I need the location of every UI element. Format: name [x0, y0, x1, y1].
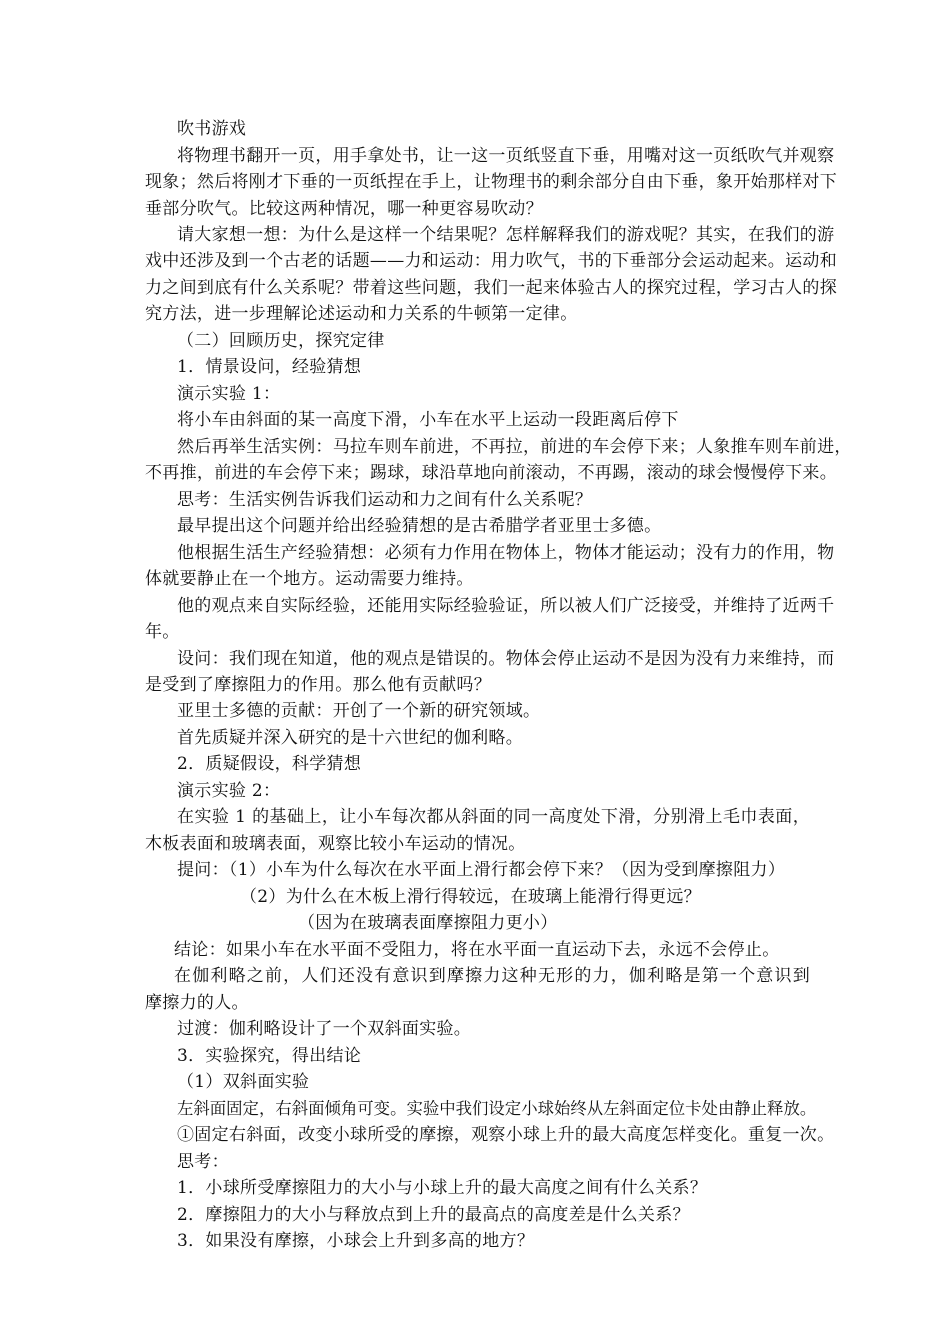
text-line: 是受到了摩擦阻力的作用。那么他有贡献吗？: [145, 675, 491, 695]
text-line: （1）双斜面实验: [177, 1072, 310, 1092]
text-line: 演示实验 2：: [177, 781, 281, 801]
text-line: 将物理书翻开一页，用手拿处书，让一这一页纸竖直下垂，用嘴对这一页纸吹气并观察: [177, 146, 835, 166]
text-line: 3．实验探究，得出结论: [177, 1046, 362, 1066]
text-line: 摩擦力的人。: [145, 993, 249, 1013]
text-line: 结论：如果小车在水平面不受阻力，将在水平面一直运动下去，永远不会停止。: [174, 940, 780, 960]
text-line: 过渡：伽利略设计了一个双斜面实验。: [177, 1019, 472, 1039]
text-line: 1．情景设问，经验猜想: [177, 357, 362, 377]
text-line: 吹书游戏: [177, 119, 247, 139]
text-line: 提问：（1）小车为什么每次在水平面上滑行都会停下来？（因为受到摩擦阻力）: [177, 860, 786, 880]
text-line: 现象；然后将刚才下垂的一页纸捏在手上，让物理书的剩余部分自由下垂，象开始那样对下: [145, 172, 837, 192]
text-line: 首先质疑并深入研究的是十六世纪的伽利略。: [177, 728, 523, 748]
text-line: 木板表面和玻璃表面，观察比较小车运动的情况。: [145, 834, 526, 854]
text-line: 然后再举生活实例：马拉车则车前进，不再拉，前进的车会停下来；人象推车则车前进，: [177, 437, 852, 457]
text-line: 戏中还涉及到一个古老的话题——力和运动：用力吹气，书的下垂部分会运动起来。运动和: [145, 251, 837, 271]
text-line: 思考：: [177, 1152, 229, 1172]
text-line: 左斜面固定，右斜面倾角可变。实验中我们设定小球始终从左斜面定位卡处由静止释放。: [177, 1099, 817, 1118]
text-line: 在伽利略之前，人们还没有意识到摩擦力这种无形的力，伽利略是第一个意识到: [174, 966, 810, 986]
text-line: 不再推，前进的车会停下来；踢球，球沿草地向前滚动，不再踢，滚动的球会慢慢停下来。: [145, 463, 837, 483]
text-line: 最早提出这个问题并给出经验猜想的是古希腊学者亚里士多德。: [177, 516, 662, 536]
text-line: 1．小球所受摩擦阻力的大小与小球上升的最大高度之间有什么关系？: [177, 1178, 708, 1198]
text-line: （因为在玻璃表面摩擦阻力更小）: [298, 913, 558, 933]
text-line: 亚里士多德的贡献：开创了一个新的研究领域。: [177, 701, 541, 721]
text-line: 将小车由斜面的某一高度下滑，小车在水平上运动一段距离后停下: [177, 410, 679, 430]
text-line: 体就要静止在一个地方。运动需要力维持。: [145, 569, 474, 589]
text-line: 在实验 1 的基础上，让小车每次都从斜面的同一高度处下滑，分别滑上毛巾表面，: [177, 807, 810, 827]
text-line: 他根据生活生产经验猜想：必须有力作用在物体上，物体才能运动；没有力的作用，物: [177, 543, 835, 563]
text-line: 演示实验 1：: [177, 384, 281, 404]
text-line: 设问：我们现在知道，他的观点是错误的。物体会停止运动不是因为没有力来维持，而: [177, 649, 835, 669]
text-line: （二）回顾历史，探究定律: [177, 331, 385, 351]
text-line: （2）为什么在木板上滑行得较远，在玻璃上能滑行得更远？: [240, 887, 701, 907]
text-line: 3．如果没有摩擦，小球会上升到多高的地方？: [177, 1231, 535, 1251]
text-line: 2．摩擦阻力的大小与释放点到上升的最高点的高度差是什么关系？: [177, 1205, 690, 1225]
text-line: 年。: [145, 622, 180, 642]
text-line: 思考：生活实例告诉我们运动和力之间有什么关系呢？: [177, 490, 593, 510]
text-line: 究方法，进一步理解论述运动和力关系的牛顿第一定律。: [145, 304, 578, 324]
text-line: 他的观点来自实际经验，还能用实际经验验证，所以被人们广泛接受，并维持了近两千: [177, 596, 835, 616]
text-line: 2．质疑假设，科学猜想: [177, 754, 362, 774]
text-line: 请大家想一想：为什么是这样一个结果呢？怎样解释我们的游戏呢？其实，在我们的游: [177, 225, 835, 245]
text-line: 力之间到底有什么关系呢？带着这些问题，我们一起来体验古人的探究过程，学习古人的探: [145, 278, 837, 298]
text-line: 垂部分吹气。比较这两种情况，哪一种更容易吹动？: [145, 199, 543, 219]
text-line: ①固定右斜面，改变小球所受的摩擦，观察小球上升的最大高度怎样变化。重复一次。: [177, 1125, 835, 1145]
